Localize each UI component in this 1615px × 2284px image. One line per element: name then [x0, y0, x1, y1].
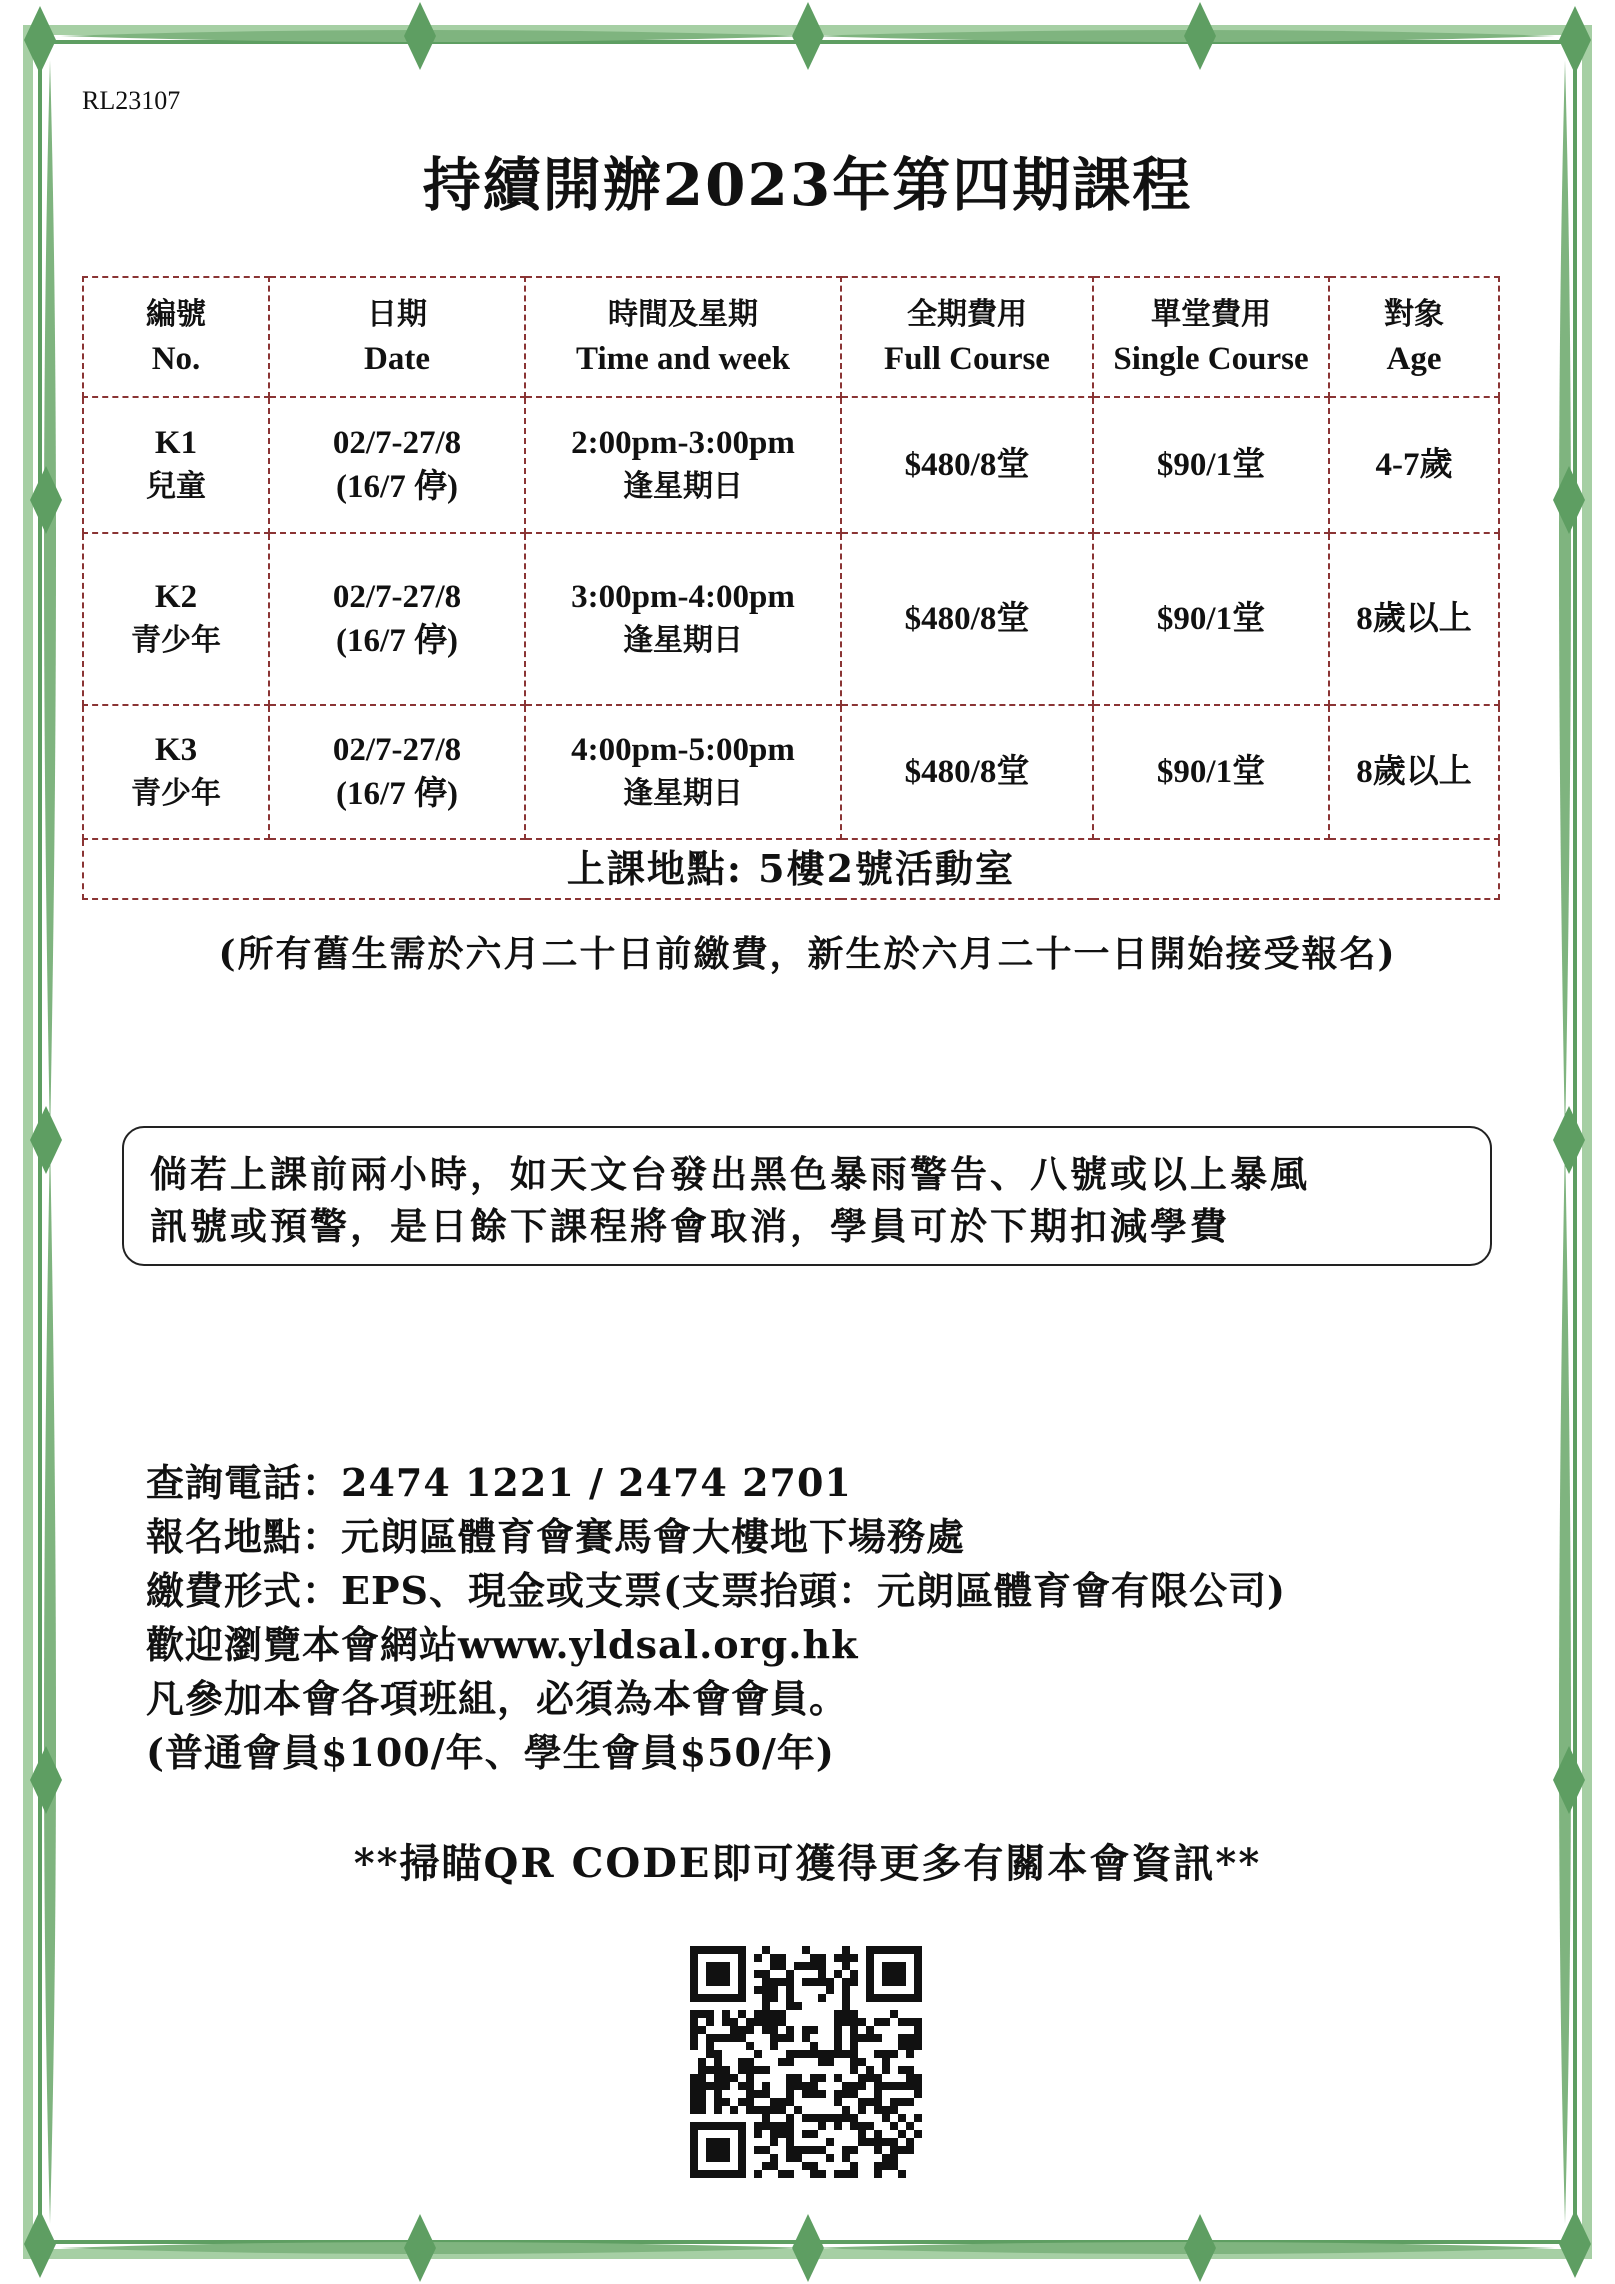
cell-single-fee: $90/1堂: [1093, 533, 1329, 705]
table-row: [83, 397, 1499, 533]
cell-age: 8歲以上: [1329, 705, 1499, 839]
page-title: 持續開辦2023年第四期課程: [422, 151, 1193, 219]
payment-methods: 繳費形式：EPS、現金或支票(支票抬頭：元朗區體育會有限公司): [146, 1568, 1286, 1613]
enquiry-phone: 查詢電話：2474 1221 / 2474 2701: [146, 1460, 852, 1505]
warning-line: 訊號或預警，是日餘下課程將會取消，學員可於下期扣減學費: [150, 1204, 1230, 1248]
website-link[interactable]: 歡迎瀏覽本會網站www.yldsal.org.hk: [146, 1622, 859, 1667]
cell-age: 8歲以上: [1329, 533, 1499, 705]
cell-full-fee: $480/8堂: [841, 705, 1093, 839]
header-full-course: 全期費用 Full Course: [841, 277, 1093, 397]
cell-full-fee: $480/8堂: [841, 397, 1093, 533]
qr-code-icon[interactable]: [690, 1946, 922, 2178]
header-no: 編號 No.: [83, 277, 269, 397]
cell-date: 02/7-27/8 (16/7 停): [269, 533, 525, 705]
cell-single-fee: $90/1堂: [1093, 397, 1329, 533]
membership-fees: (普通會員$100/年、學生會員$50/年): [146, 1730, 835, 1775]
qr-caption: **掃瞄QR CODE即可獲得更多有關本會資訊**: [353, 1840, 1262, 1887]
cell-age: 4-7歲: [1329, 397, 1499, 533]
class-location: 上課地點: 5樓2號活動室: [83, 839, 1499, 899]
table-row: [83, 705, 1499, 839]
registration-note: (所有舊生需於六月二十日前繳費，新生於六月二十一日開始接受報名): [218, 933, 1397, 975]
header-time: 時間及星期 Time and week: [525, 277, 841, 397]
header-single-course: 單堂費用 Single Course: [1093, 277, 1329, 397]
header-date: 日期 Date: [269, 277, 525, 397]
cell-time: 2:00pm-3:00pm 逢星期日: [525, 397, 841, 533]
document-code: RL23107: [82, 86, 181, 115]
cell-code: K1 兒童: [83, 397, 269, 533]
cell-date: 02/7-27/8 (16/7 停): [269, 397, 525, 533]
table-row: [83, 533, 1499, 705]
weather-warning-box: [122, 1126, 1492, 1266]
warning-line: 倘若上課前兩小時，如天文台發出黑色暴雨警告、八號或以上暴風: [150, 1152, 1310, 1196]
course-schedule-table: [82, 276, 1500, 900]
cell-date: 02/7-27/8 (16/7 停): [269, 705, 525, 839]
membership-requirement: 凡參加本會各項班組，必須為本會會員。: [146, 1676, 849, 1721]
location-row: [83, 839, 1499, 899]
cell-code: K3 青少年: [83, 705, 269, 839]
cell-full-fee: $480/8堂: [841, 533, 1093, 705]
contact-info: [146, 1456, 1286, 1780]
header-age: 對象 Age: [1329, 277, 1499, 397]
cell-single-fee: $90/1堂: [1093, 705, 1329, 839]
cell-time: 4:00pm-5:00pm 逢星期日: [525, 705, 841, 839]
table-header-row: [83, 277, 1499, 397]
cell-code: K2 青少年: [83, 533, 269, 705]
cell-time: 3:00pm-4:00pm 逢星期日: [525, 533, 841, 705]
registration-location: 報名地點：元朗區體育會賽馬會大樓地下場務處: [146, 1514, 966, 1559]
